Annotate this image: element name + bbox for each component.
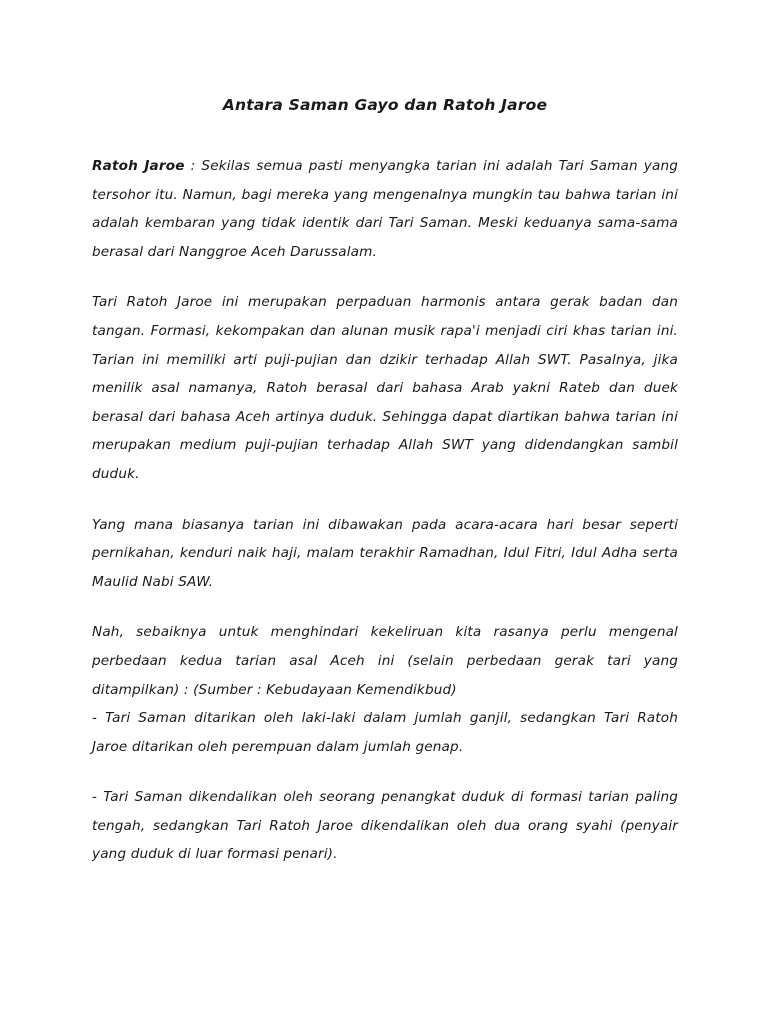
paragraph-occasions: Yang mana biasanya tarian ini dibawakan pada acara-acara hari besar seperti pernikahan, kenduri naik haji, malam terakhir Ramadhan, Idul Fitri, Idul Adha serta Maulid Nabi SAW. — [92, 516, 678, 590]
difference-point-1: - Tari Saman ditarikan oleh laki-laki dalam jumlah ganjil, sedangkan Tari Ratoh Jaroe ditarikan oleh perempuan dalam jumlah genap. — [92, 710, 678, 755]
paragraph-intro-text: : Sekilas semua pasti menyangka tarian ini adalah Tari Saman yang tersohor itu. Namun, bagi mereka yang mengenalnya mungkin tau bahwa tarian ini adalah kembaran yang tidak identik dari Tari Saman. Meski keduanya sama-sama berasal dari Nanggroe Aceh Darussalam. — [92, 158, 678, 260]
paragraph-intro-lead: Ratoh Jaroe — [92, 158, 185, 174]
paragraph-description: Tari Ratoh Jaroe ini merupakan perpaduan harmonis antara gerak badan dan tangan. Formasi, kekompakan dan alunan musik rapa'i menjadi ciri khas tarian ini. Tarian ini memiliki arti puji-pujian dan dzikir terhadap Allah SWT. Pasalnya, jika menilik asal namanya, Ratoh berasal dari bahasa Arab yakni Rateb dan duek berasal dari bahasa Aceh artinya duduk. Sehingga dapat diartikan bahwa tarian ini merupakan medium puji-pujian terhadap Allah SWT yang didendangkan sambil duduk. — [92, 294, 678, 482]
document-title: Antara Saman Gayo dan Ratoh Jaroe — [222, 96, 548, 114]
paragraph-differences-intro: Nah, sebaiknya untuk menghindari kekeliruan kita rasanya perlu mengenal perbedaan kedua tarian asal Aceh ini (selain perbedaan gerak tari yang ditampilkan) : (Sumber : Kebudayaan Kemendikbud) — [92, 624, 678, 698]
difference-point-2: - Tari Saman dikendalikan oleh seorang penangkat duduk di formasi tarian paling tengah, sedangkan Tari Ratoh Jaroe dikendalikan oleh dua orang syahi (penyair yang duduk di luar formasi penari). — [92, 789, 678, 863]
paragraph-intro — [92, 152, 678, 266]
